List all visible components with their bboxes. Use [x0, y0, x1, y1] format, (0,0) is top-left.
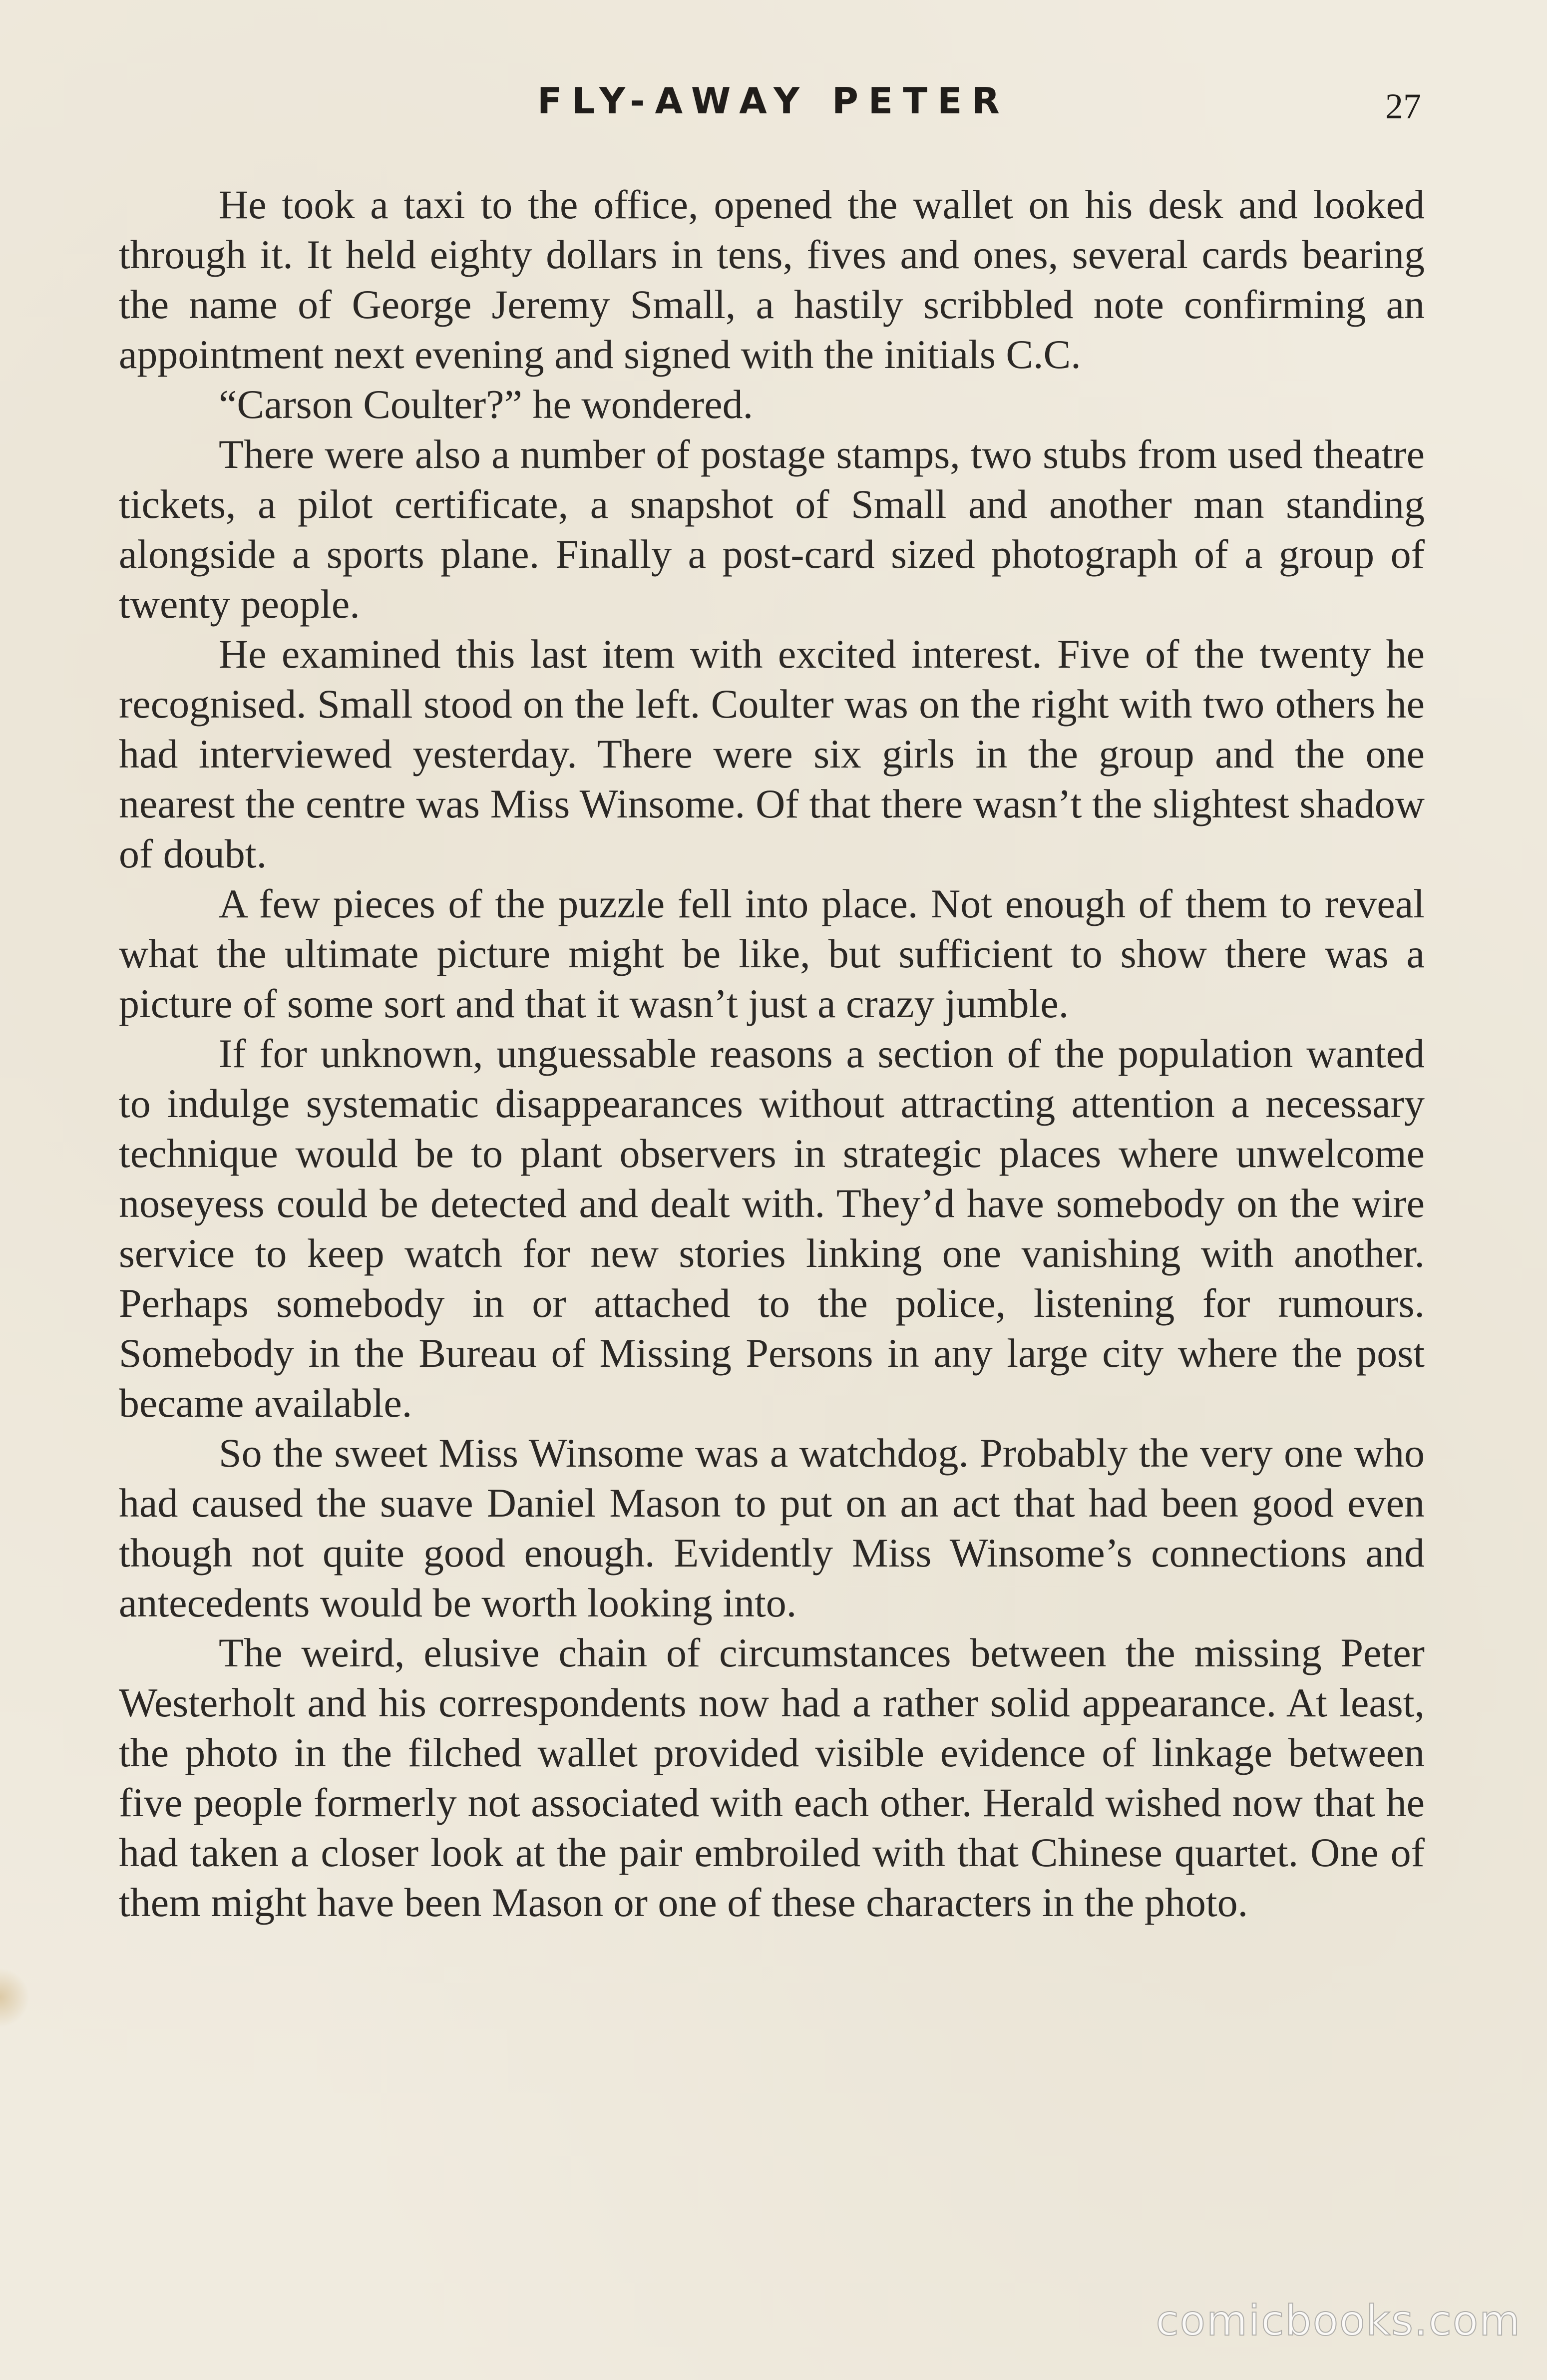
watermark: comicbooks.com	[1156, 2296, 1521, 2345]
paragraph: If for unknown, unguessable reasons a section of the population wanted to indulge systematic disappearances without attracting attention a necessary technique would be to plant observers in strategic places where unwelcome noseyess could be detected and dealt with. They’d have somebody on the wire service to keep watch for new stories linking one vanishing with another. Perhaps somebody in or attached to the police, listening for rumours. Somebody in the Bureau of Missing Persons in any large city where the post became available.	[119, 1031, 1425, 1426]
body-text	[119, 180, 1425, 1928]
page-number: 27	[1385, 86, 1421, 126]
paragraph: He examined this last item with excited interest. Five of the twenty he recognised. Small stood on the left. Coulter was on the right with two others he had interviewed yesterday. There were six girls in the group and the one nearest the centre was Miss Winsome. Of that there wasn’t the slightest shadow of doubt.	[119, 631, 1425, 876]
running-head	[0, 75, 1547, 130]
paper-stain	[0, 1968, 30, 2027]
running-title: FLY-AWAY PETER	[537, 80, 1010, 122]
paragraph: There were also a number of postage stamps, two stubs from used theatre tickets, a pilot certificate, a snapshot of Small and another man standing alongside a sports plane. Finally a post-card sized photograph of a group of twenty people.	[119, 431, 1425, 627]
paragraph: He took a taxi to the office, opened the wallet on his desk and looked through it. It held eighty dollars in tens, fives and ones, several cards bearing the name of George Jeremy Small, a hastily scribbled note confirming an appointment next evening and signed with the initials C.C.	[119, 182, 1425, 377]
paragraph: The weird, elusive chain of circumstances between the missing Peter Westerholt and his correspondents now had a rather solid appearance. At least, the photo in the filched wallet provided visible evidence of linkage between five people formerly not associated with each other. Herald wished now that he had taken a closer look at the pair embroiled with that Chinese quartet. One of them might have been Mason or one of these characters in the photo.	[119, 1630, 1425, 1925]
paragraph: A few pieces of the puzzle fell into place. Not enough of them to reveal what the ultimate picture might be like, but sufficient to show there was a picture of some sort and that it wasn’t just a crazy jumble.	[119, 881, 1425, 1026]
paragraph: So the sweet Miss Winsome was a watchdog. Probably the very one who had caused the suave Daniel Mason to put on an act that had been good even though not quite good enough. Evidently Miss Winsome’s connections and antecedents would be worth looking into.	[119, 1430, 1425, 1625]
paragraph: “Carson Coulter?” he wondered.	[219, 382, 754, 427]
